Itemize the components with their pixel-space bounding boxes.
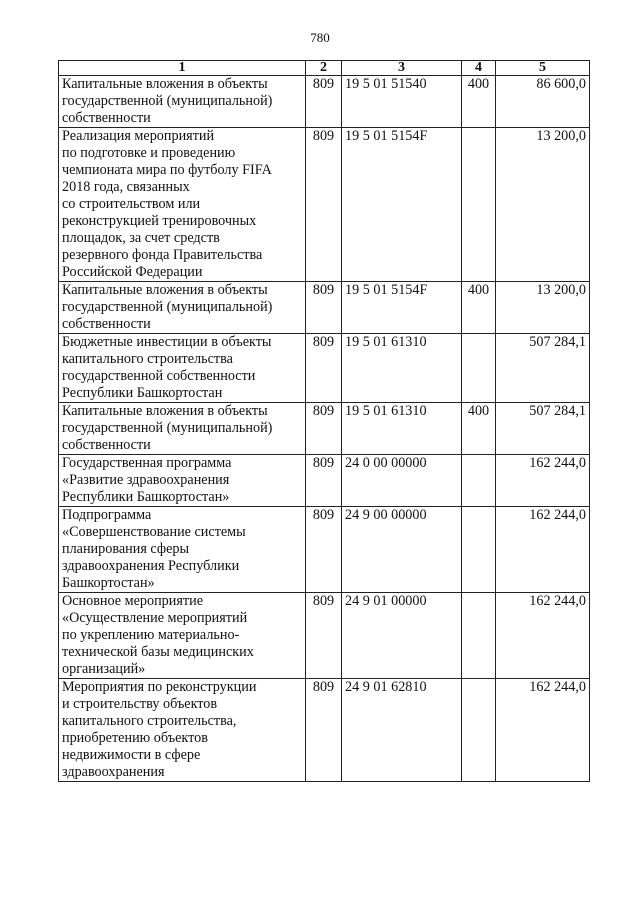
- table-row: [59, 679, 590, 782]
- budget-table: [58, 60, 590, 782]
- row-name-cell: Капитальные вложения в объекты государственной (муниципальной) собственности: [59, 282, 306, 334]
- table-row: [59, 455, 590, 507]
- row-code-cell: 809: [306, 679, 342, 782]
- row-name-cell: Подпрограмма «Совершенствование системы планирования сферы здравоохранения Республики Башкортостан»: [59, 507, 306, 593]
- row-type-cell: 400: [462, 282, 496, 334]
- row-type-cell: [462, 593, 496, 679]
- row-amount-cell: 507 284,1: [496, 334, 590, 403]
- row-code-cell: 809: [306, 403, 342, 455]
- row-amount-cell: 162 244,0: [496, 679, 590, 782]
- column-header-4: 4: [462, 61, 496, 76]
- row-type-cell: [462, 455, 496, 507]
- row-amount-cell: 162 244,0: [496, 455, 590, 507]
- row-code-cell: 809: [306, 593, 342, 679]
- row-name-cell: Бюджетные инвестиции в объекты капитального строительства государственной собственности Республики Башкортостан: [59, 334, 306, 403]
- row-name-cell: Реализация мероприятий по подготовке и проведению чемпионата мира по футболу FIFA 2018 года, связанных со строительством или реконструкцией тренировочных площадок, за счет средств резервного фонда Правительства Российской Федерации: [59, 128, 306, 282]
- row-target-cell: 19 5 01 61310: [342, 334, 462, 403]
- row-type-cell: 400: [462, 403, 496, 455]
- table-row: [59, 282, 590, 334]
- row-type-cell: [462, 507, 496, 593]
- row-code-cell: 809: [306, 334, 342, 403]
- table-row: [59, 403, 590, 455]
- row-name-cell: Капитальные вложения в объекты государственной (муниципальной) собственности: [59, 403, 306, 455]
- row-target-cell: 19 5 01 5154F: [342, 282, 462, 334]
- row-target-cell: 24 9 00 00000: [342, 507, 462, 593]
- row-code-cell: 809: [306, 128, 342, 282]
- row-target-cell: 19 5 01 51540: [342, 76, 462, 128]
- row-code-cell: 809: [306, 455, 342, 507]
- column-header-1: 1: [59, 61, 306, 76]
- header-row: [59, 61, 590, 76]
- row-type-cell: [462, 679, 496, 782]
- row-name-cell: Капитальные вложения в объекты государственной (муниципальной) собственности: [59, 76, 306, 128]
- column-header-5: 5: [496, 61, 590, 76]
- row-type-cell: [462, 128, 496, 282]
- row-amount-cell: 162 244,0: [496, 593, 590, 679]
- row-target-cell: 24 9 01 62810: [342, 679, 462, 782]
- page-number: 780: [310, 30, 330, 45]
- row-amount-cell: 86 600,0: [496, 76, 590, 128]
- row-target-cell: 19 5 01 61310: [342, 403, 462, 455]
- table-row: [59, 507, 590, 593]
- column-header-2: 2: [306, 61, 342, 76]
- row-code-cell: 809: [306, 76, 342, 128]
- row-name-cell: Основное мероприятие «Осуществление мероприятий по укреплению материально- технической базы медицинских организаций»: [59, 593, 306, 679]
- table-row: [59, 334, 590, 403]
- row-name-cell: Мероприятия по реконструкции и строительству объектов капитального строительства, приобретению объектов недвижимости в сфере здравоохранения: [59, 679, 306, 782]
- row-code-cell: 809: [306, 507, 342, 593]
- row-type-cell: 400: [462, 76, 496, 128]
- row-amount-cell: 162 244,0: [496, 507, 590, 593]
- row-code-cell: 809: [306, 282, 342, 334]
- row-amount-cell: 13 200,0: [496, 282, 590, 334]
- table-row: [59, 128, 590, 282]
- column-header-3: 3: [342, 61, 462, 76]
- table-row: [59, 76, 590, 128]
- row-target-cell: 24 9 01 00000: [342, 593, 462, 679]
- table-row: [59, 593, 590, 679]
- row-amount-cell: 13 200,0: [496, 128, 590, 282]
- row-type-cell: [462, 334, 496, 403]
- row-target-cell: 24 0 00 00000: [342, 455, 462, 507]
- row-name-cell: Государственная программа «Развитие здравоохранения Республики Башкортостан»: [59, 455, 306, 507]
- row-target-cell: 19 5 01 5154F: [342, 128, 462, 282]
- row-amount-cell: 507 284,1: [496, 403, 590, 455]
